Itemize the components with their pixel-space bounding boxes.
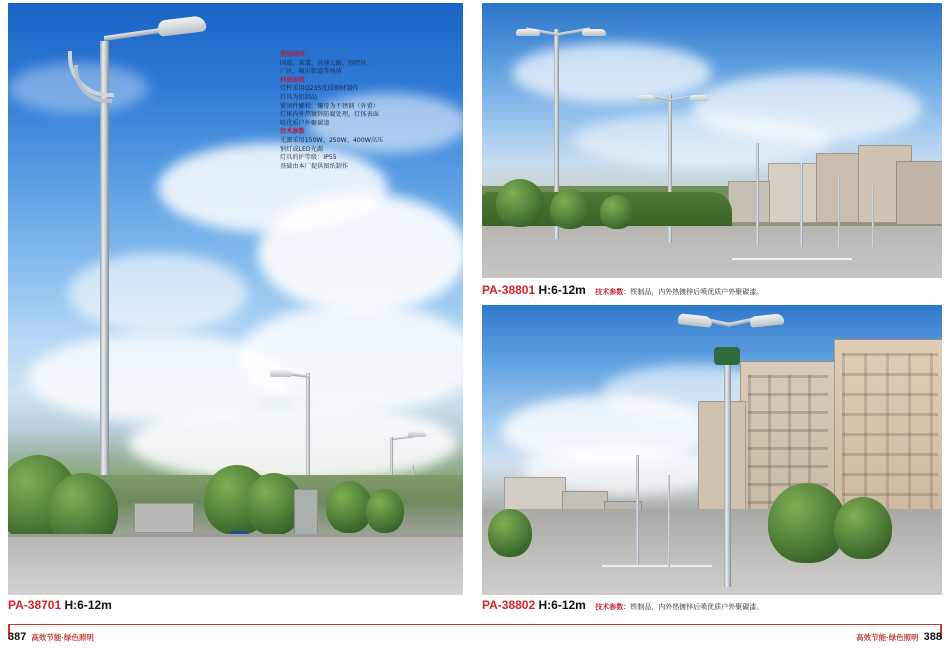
street-lamp-head — [678, 313, 713, 327]
tree — [366, 489, 404, 533]
street-lamp-head — [408, 431, 426, 437]
right-photo-top-caption — [482, 283, 763, 297]
tech-params — [595, 289, 763, 296]
road-marking — [602, 565, 712, 567]
spec-line: 灯具为铝制品 — [280, 93, 318, 101]
cloud-shape — [572, 113, 832, 168]
spec-line: 技术参数 — [280, 128, 305, 136]
street-lamp-pole — [872, 185, 874, 247]
spec-line: 灯体内外热镀锌防腐处理，灯体表面 — [280, 111, 379, 119]
footer-left — [8, 631, 94, 643]
street-lamp-pole — [838, 175, 840, 247]
right-page-photo-top — [482, 3, 942, 278]
street-lamp-pole — [636, 455, 639, 565]
spec-line: 国道、省道、高速公路、别墅区、 — [280, 59, 373, 67]
road-surface — [8, 537, 463, 595]
building — [728, 181, 770, 223]
product-height-spec: H:6-12m — [538, 598, 586, 612]
street-lamp-head — [582, 29, 606, 36]
page-number-right: 388 — [923, 631, 942, 643]
tree — [600, 195, 634, 229]
product-height-spec: H:6-12m — [64, 598, 112, 612]
tech-params-text: 铁制品，内外热镀锌后喷优质户外聚碳漆。 — [630, 289, 764, 296]
tech-params-text: 铁制品，内外热镀锌后喷优质户外聚碳漆。 — [630, 604, 764, 611]
page-number-left: 387 — [8, 631, 27, 643]
street-lamp-head — [690, 95, 708, 101]
street-lamp-head — [516, 29, 540, 36]
spec-line: 喷优质户外聚碳漆 — [280, 119, 330, 127]
spec-line: 紧固件螺栓、螺母为不锈钢（外置） — [280, 102, 379, 110]
street-lamp-head — [750, 313, 785, 327]
building — [896, 161, 942, 225]
spec-line: 灯杆采用Q235优质钢材制作 — [280, 85, 359, 93]
spec-line: 厂区、城市街道等场所 — [280, 68, 342, 76]
tree — [488, 509, 532, 557]
tech-params-label: 技术参数： — [595, 604, 631, 611]
cloud-shape — [512, 43, 712, 103]
street-lamp-pole — [756, 143, 759, 245]
tree — [550, 189, 590, 229]
building — [294, 489, 318, 535]
spec-line: 材质说明 — [280, 76, 305, 84]
spec-line: 光源采用150W、250W、400W高压 — [280, 136, 384, 144]
tech-params-label: 技术参数： — [595, 289, 631, 296]
spec-line: 使用场所： — [280, 51, 311, 58]
footer-divider — [8, 624, 942, 625]
street-lamp-head — [157, 15, 207, 37]
street-lamp-head — [637, 95, 655, 101]
right-photo-bottom-caption — [482, 598, 763, 612]
road-marking — [732, 258, 852, 260]
footer-right — [856, 631, 942, 643]
lamp-base-planter — [714, 347, 740, 365]
left-page-photo — [8, 3, 463, 595]
cloud-shape — [258, 193, 463, 313]
street-lamp-head — [270, 370, 292, 377]
street-lamp-arm — [104, 27, 166, 41]
product-code: PA-38701 — [8, 598, 62, 612]
street-lamp-pole — [800, 163, 803, 247]
cloud-shape — [68, 253, 248, 333]
tree — [834, 497, 892, 559]
spec-text-block — [280, 51, 430, 171]
street-lamp-pole — [668, 475, 670, 567]
building — [768, 163, 818, 223]
cloud-shape — [128, 403, 458, 483]
street-lamp-pole — [724, 357, 731, 587]
right-page-photo-bottom — [482, 305, 942, 595]
building — [134, 503, 194, 533]
spec-line: 灯具的护等级：IP55 — [280, 154, 337, 162]
page-gutter — [474, 0, 475, 612]
product-code: PA-38802 — [482, 598, 536, 612]
spec-line: 钠灯或LED光源 — [280, 145, 324, 153]
left-photo-caption — [8, 598, 112, 612]
product-code: PA-38801 — [482, 283, 536, 297]
tree — [326, 481, 372, 533]
footer-tagline-left: 高效节能·绿色照明 — [31, 633, 94, 642]
product-height-spec: H:6-12m — [538, 283, 586, 297]
footer-tagline-right: 高效节能·绿色照明 — [856, 633, 919, 642]
spec-line: 基础由本厂提供图纸制作 — [280, 162, 349, 170]
tree — [496, 179, 544, 227]
tech-params — [595, 604, 763, 611]
